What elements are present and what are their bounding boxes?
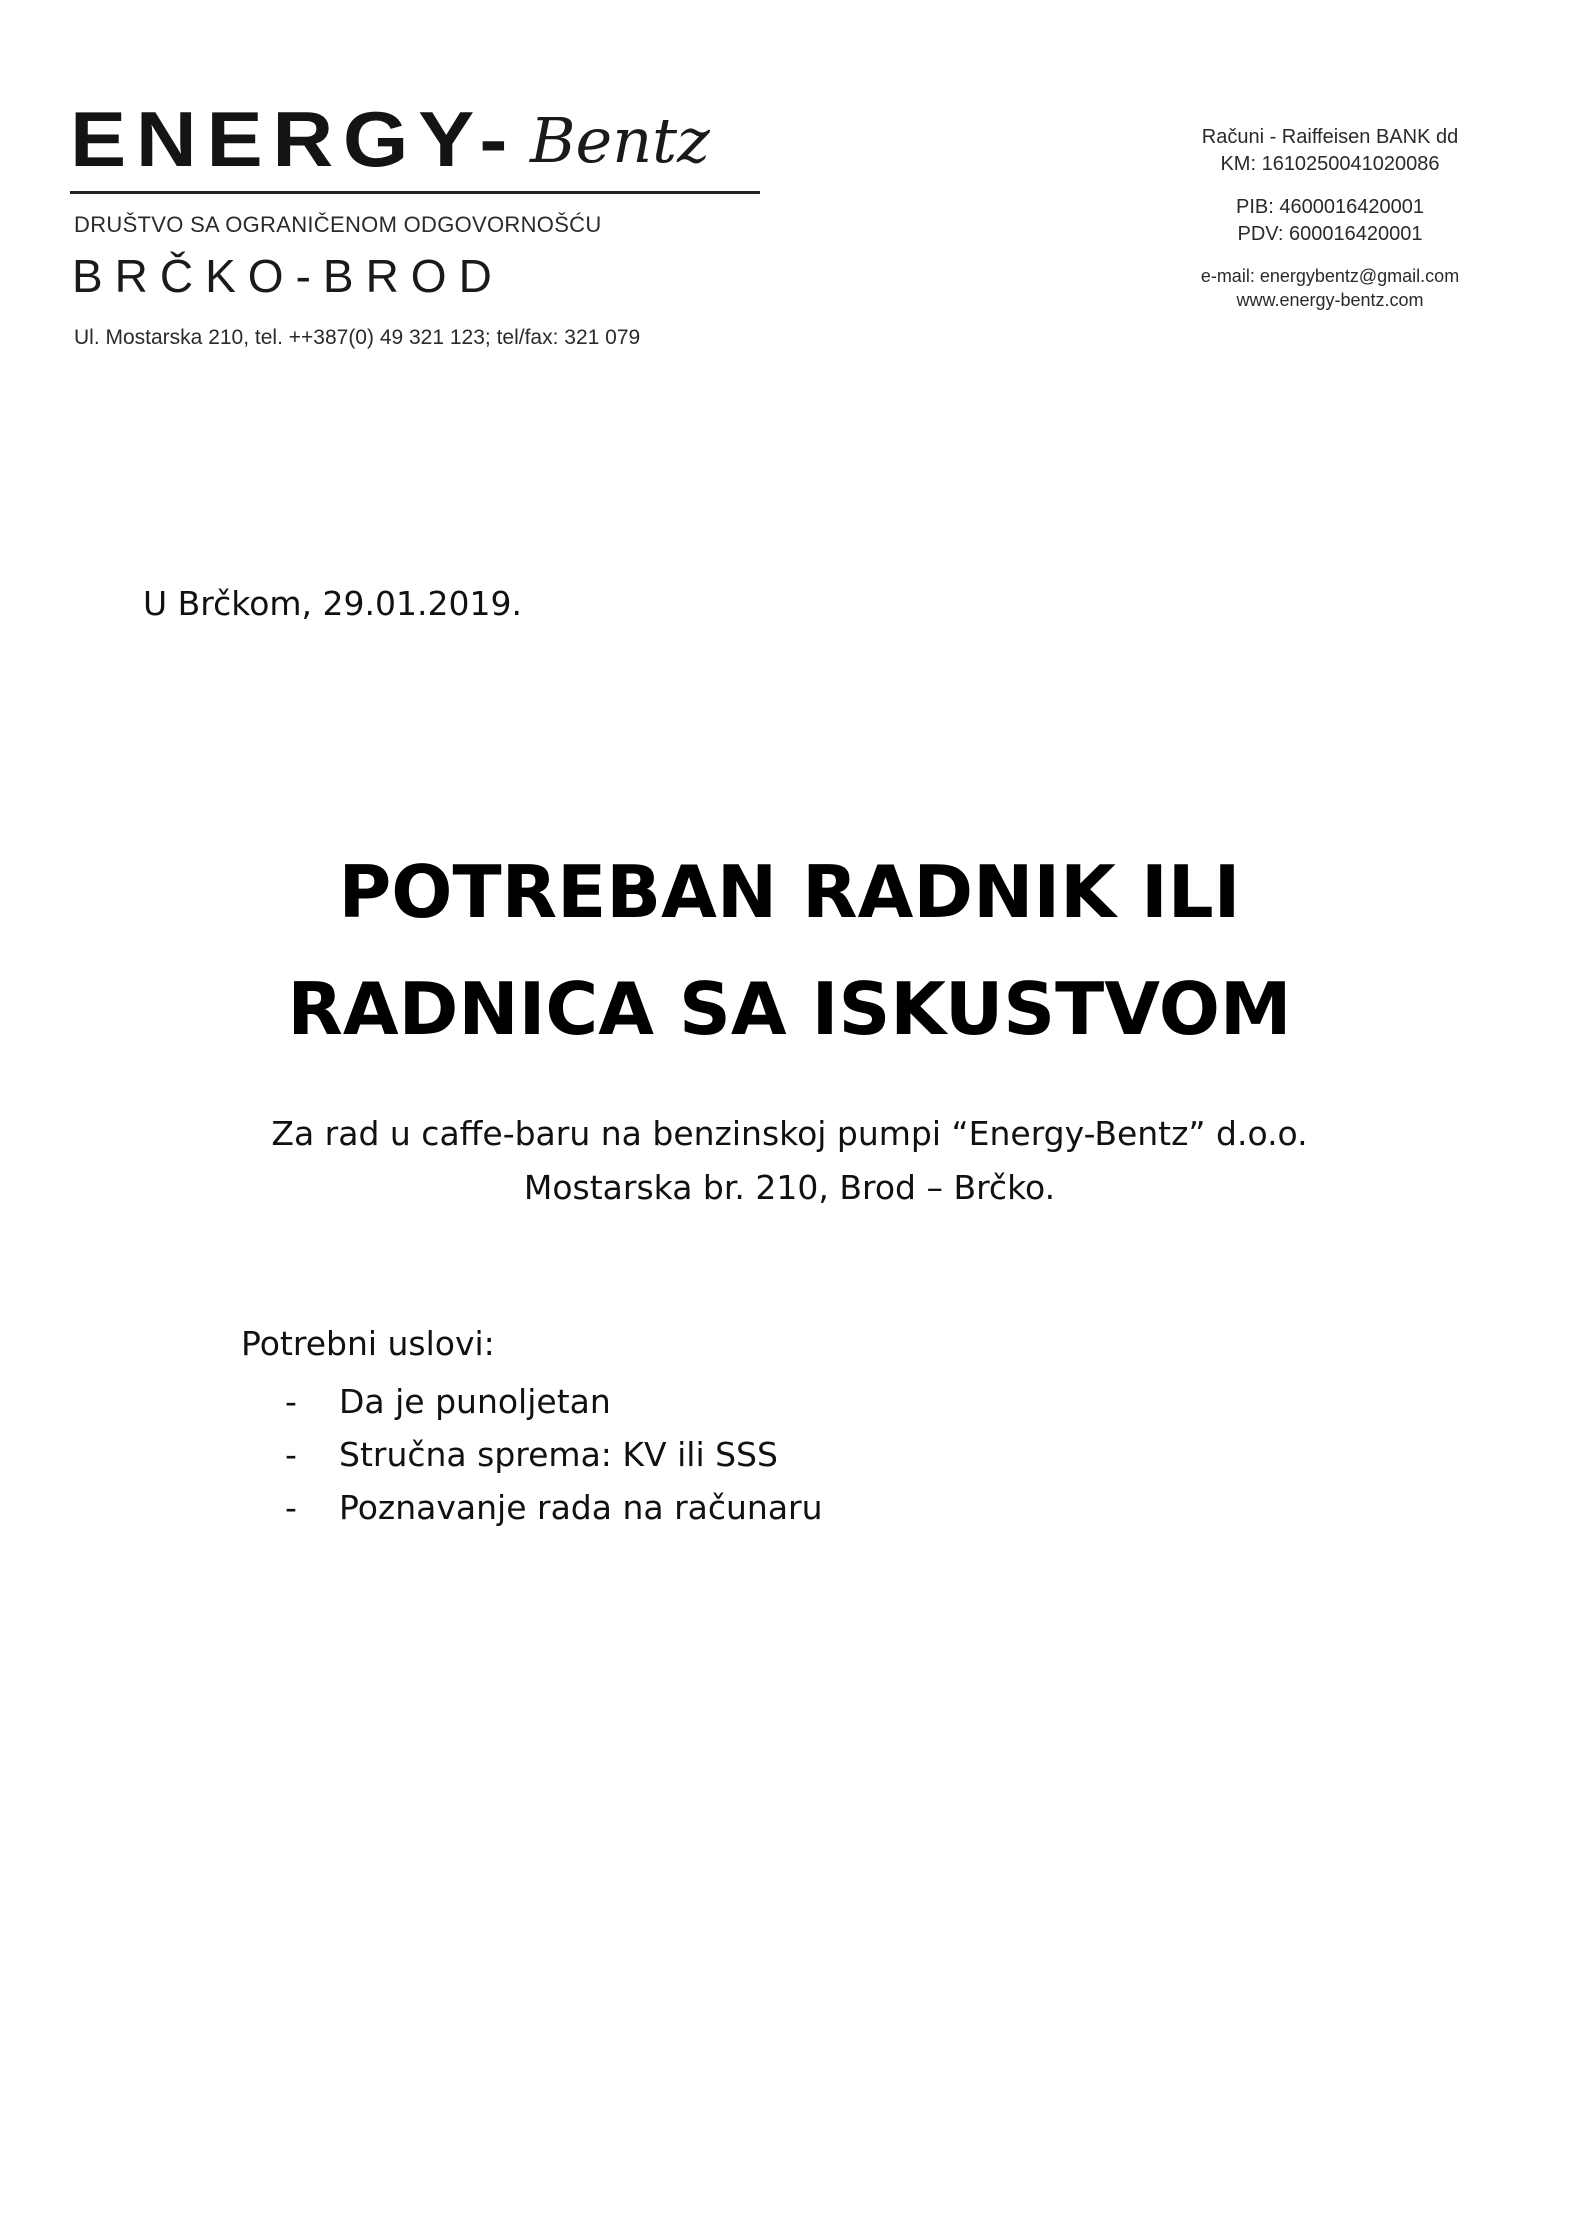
- bank-account: KM: 1610250041020086: [1220, 153, 1440, 175]
- spacer: [1120, 248, 1540, 264]
- spacer: [1120, 178, 1540, 194]
- list-item: [285, 1428, 823, 1481]
- company-email: e-mail: energybentz@gmail.com: [1200, 266, 1460, 286]
- tax-id-pib: PIB: 4600016420001: [1236, 196, 1424, 218]
- bank-name: Računi - Raiffeisen BANK dd: [1201, 126, 1459, 148]
- list-item: [285, 1481, 823, 1534]
- tax-id-pdv: PDV: 600016420001: [1237, 223, 1423, 245]
- list-item: [285, 1375, 823, 1428]
- logo-underline: [70, 191, 760, 194]
- logo-script-text: Bentz: [530, 104, 710, 177]
- conditions-title: Potrebni uslovi:: [241, 1324, 495, 1363]
- job-headline: [0, 834, 1579, 1068]
- company-city: BRČKO-BROD: [72, 250, 504, 302]
- job-description: [0, 1107, 1579, 1215]
- description-line-2: Mostarska br. 210, Brod – Brčko.: [523, 1168, 1056, 1207]
- company-type: DRUŠTVO SA OGRANIČENOM ODGOVORNOŠĆU: [74, 212, 602, 237]
- company-website: www.energy-bentz.com: [1236, 290, 1424, 310]
- logo-wordmark: ENERGY-: [70, 95, 518, 183]
- headline-line-1: POTREBAN RADNIK ILI: [338, 850, 1241, 934]
- list-dash: -: [285, 1488, 297, 1527]
- letter-date: U Brčkom, 29.01.2019.: [143, 584, 522, 623]
- condition-text: Da je punoljetan: [339, 1382, 611, 1421]
- conditions-list: [285, 1375, 823, 1534]
- list-dash: -: [285, 1382, 297, 1421]
- bank-info-block: [1120, 124, 1540, 312]
- description-line-1: Za rad u caffe-baru na benzinskoj pumpi “Energy-Bentz” d.o.o.: [271, 1114, 1308, 1153]
- company-logo: [70, 96, 770, 201]
- condition-text: Poznavanje rada na računaru: [339, 1488, 823, 1527]
- list-dash: -: [285, 1435, 297, 1474]
- condition-text: Stručna sprema: KV ili SSS: [339, 1435, 778, 1474]
- headline-line-2: RADNICA SA ISKUSTVOM: [287, 967, 1292, 1051]
- company-address: Ul. Mostarska 210, tel. ++387(0) 49 321 123; tel/fax: 321 079: [74, 326, 641, 349]
